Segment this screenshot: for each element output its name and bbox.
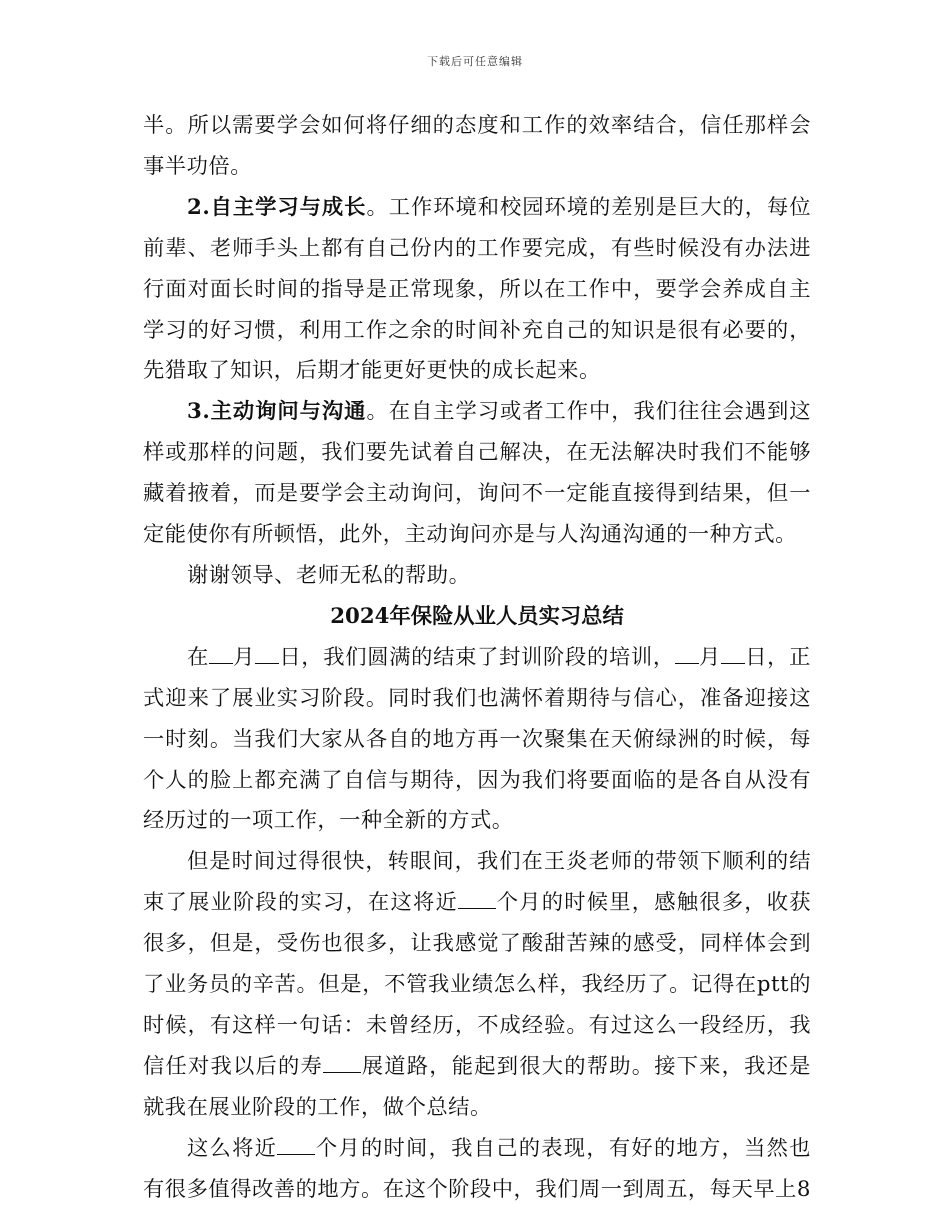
text-run: 在 bbox=[187, 644, 209, 670]
text-run: 展道路，能起到很大的帮助。接下来，我还是就我在展业阶段的工作，做个总结。 bbox=[143, 1053, 811, 1120]
paragraph-experience bbox=[143, 842, 811, 1128]
paragraph-heading-communication: 3.主动询问与沟通 bbox=[187, 399, 367, 425]
fill-in-blank bbox=[721, 643, 745, 664]
text-run: 日，正式迎来了展业实习阶段。同时我们也满怀着期待与信心，准备迎接这一时刻。当我们大家从各自的地方再一次聚集在天俯绿洲的时候，每个人的脸上都充满了自信与期待，因为我们将要面临的是各自从没有经历过的一项工作，一种全新的方式。 bbox=[143, 644, 811, 834]
page-header: 下载后可任意编辑 bbox=[427, 55, 523, 68]
text-run: 个月的时间，我自己的表现，有好的地方，当然也有很多值得改善的地方。在这个阶段中，我们周一到周五，每天早上8 bbox=[143, 1135, 811, 1202]
fill-in-blank bbox=[209, 643, 233, 664]
paragraph-communication bbox=[143, 392, 811, 556]
text-run: 月 bbox=[232, 644, 256, 670]
text-run: 个月的时候里，感触很多，收获很多，但是，受伤也很多，让我感觉了酸甜苦辣的感受，同样体会到了业务员的辛苦。但是，不管我业绩怎么样，我经历了。记得在ptt的时候，有这样一句话：未曾经历，不成经验。有过这么一段经历，我信任对我以后的寿 bbox=[143, 890, 811, 1079]
paragraph-intro bbox=[143, 638, 811, 843]
paragraph-heading-self-study: 2.自主学习与成长 bbox=[187, 194, 367, 220]
text-run: 月 bbox=[698, 644, 722, 670]
fill-in-blank bbox=[323, 1052, 361, 1073]
text-run: 这么将近 bbox=[187, 1135, 278, 1161]
fill-in-blank bbox=[458, 888, 496, 909]
fill-in-blank bbox=[277, 1134, 315, 1155]
text-run: 但是时间过得很快，转眼间，我们在王炎老师的带领下顺利的结束了展业阶段的实习，在这将近 bbox=[143, 849, 811, 916]
paragraph-thanks: 谢谢领导、老师无私的帮助。 bbox=[187, 562, 471, 588]
paragraph-continuation: 半。所以需要学会如何将仔细的态度和工作的效率结合，信任那样会事半功倍。 bbox=[143, 113, 811, 179]
fill-in-blank bbox=[255, 643, 279, 664]
text-run: 日，我们圆满的结束了封训阶段的培训， bbox=[279, 644, 675, 670]
fill-in-blank bbox=[675, 643, 699, 664]
document-body bbox=[143, 106, 811, 1210]
paragraph-text-self-study: 。工作环境和校园环境的差别是巨大的，每位前辈、老师手头上都有自己份内的工作要完成，有些时候没有办法进行面对面长时间的指导是正常现象，所以在工作中，要学会养成自主学习的好习惯，利用工作之余的时间补充自己的知识是很有必要的，先猎取了知识，后期才能更好更快的成长起来。 bbox=[143, 194, 811, 384]
section-title: 2024年保险从业人员实习总结 bbox=[330, 603, 624, 629]
paragraph-performance bbox=[143, 1129, 811, 1211]
paragraph-self-study bbox=[143, 188, 811, 393]
paragraph-text-communication: 。在自主学习或者工作中，我们往往会遇到这样或那样的问题，我们要先试着自己解决，在无法解决时我们不能够藏着掖着，而是要学会主动询问，询问不一定能直接得到结果，但一定能使你有所顿悟，此外，主动询问亦是与人沟通沟通的一种方式。 bbox=[143, 399, 811, 548]
